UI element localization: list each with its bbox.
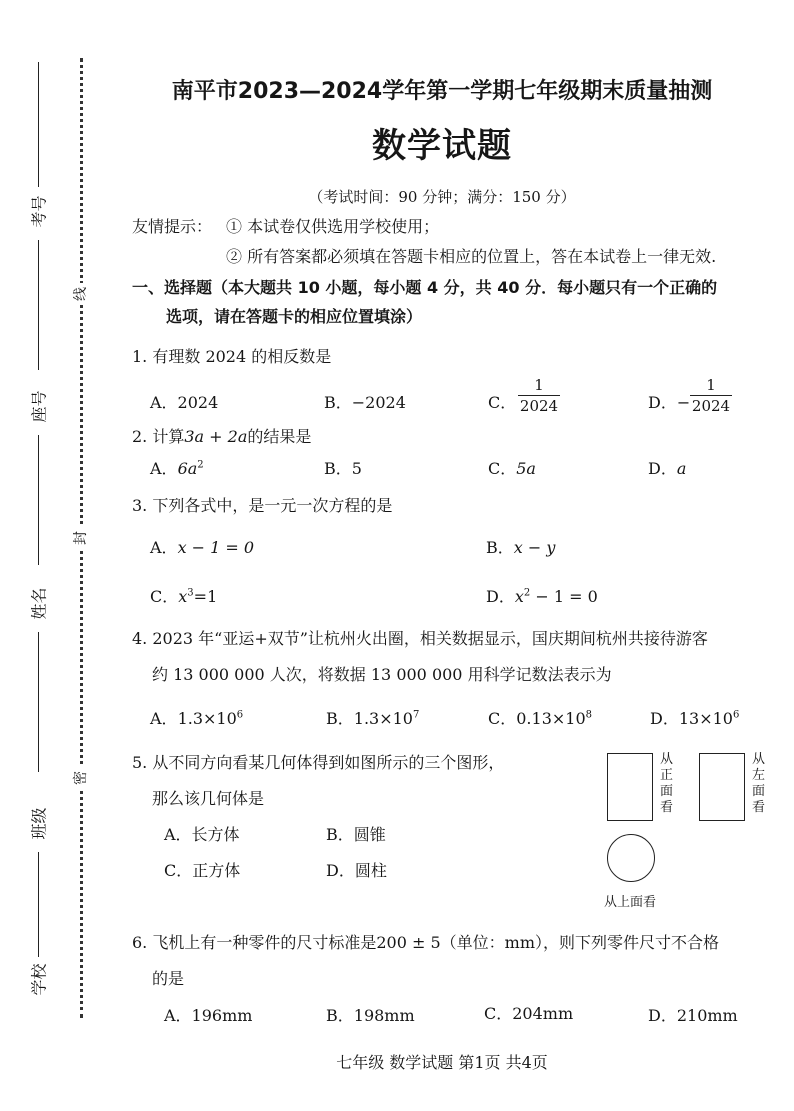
q2-d-label: D． — [648, 459, 677, 478]
exam-no-label: 考号 — [29, 195, 49, 228]
q4-d-exponent: 6 — [732, 709, 740, 721]
q6-option-a: A．196mm — [164, 1006, 253, 1025]
q4-d-label: D． — [650, 709, 679, 728]
q5-option-a: A．长方体 — [164, 825, 240, 844]
q2-d-value: a — [676, 459, 687, 478]
q1-option-a: A．2024 — [150, 393, 219, 412]
section-1-line-2: 选项，请在答题卡的相应位置填涂） — [166, 307, 423, 326]
q3-c-rest: =1 — [193, 587, 218, 606]
subject-title: 数学试题 — [372, 126, 512, 166]
tips-label: 友情提示： — [132, 217, 213, 236]
q6-line-1-prefix: 6. 飞机上有一种零件的尺寸标准是 — [132, 933, 377, 952]
seal-char-xian: 线 — [69, 283, 93, 305]
q2-a-exponent: 2 — [197, 459, 204, 471]
q5-option-b: B．圆锥 — [326, 825, 386, 844]
q2-a-label: A． — [150, 459, 178, 478]
seat-no-label: 座号 — [29, 390, 49, 423]
q5-option-d: D．圆柱 — [326, 861, 387, 880]
seal-char-mi: 密 — [69, 767, 93, 789]
q2-a-base: 6a — [177, 459, 198, 478]
q4-option-c — [488, 706, 592, 729]
q6-line-2: 的是 — [152, 969, 185, 988]
q1-d-denominator: 2024 — [691, 397, 731, 415]
school-label: 学校 — [29, 963, 49, 996]
exam-info: （考试时间：90 分钟；满分：150 分） — [308, 188, 576, 206]
q4-line-2: 约 13 000 000 人次，将数据 13 000 000 用科学记数法表示为 — [152, 665, 612, 684]
q4-c-base: 0.13×10 — [516, 709, 586, 728]
q3-option-b — [486, 535, 555, 558]
q2-option-b: B．5 — [324, 459, 362, 478]
q3-d-label: D． — [486, 587, 515, 606]
q6-option-d: D．210mm — [648, 1006, 738, 1025]
q3-b-label: B． — [486, 538, 514, 557]
exam-title: 南平市2023—2024学年第一学期七年级期末质量抽测 — [171, 79, 713, 104]
seal-char-feng: 封 — [69, 527, 93, 549]
q4-c-exponent: 8 — [585, 709, 593, 721]
q2-c-value: 5a — [516, 459, 536, 478]
q5-option-c: C．正方体 — [164, 861, 241, 880]
seat-no-line-2 — [38, 435, 39, 565]
q1-option-b: B．−2024 — [324, 393, 406, 412]
q3-c-base: x — [178, 587, 188, 606]
q2-stem-expression: 3a + 2a — [184, 427, 248, 446]
top-view-label: 从上面看 — [604, 895, 657, 910]
q1-option-c-label: C． — [488, 393, 517, 412]
q3-d-exponent: 2 — [523, 587, 531, 599]
q1-d-numerator: 1 — [706, 376, 716, 394]
q4-b-exponent: 7 — [412, 709, 420, 721]
left-view-rectangle — [699, 753, 745, 821]
q4-a-label: A． — [150, 709, 178, 728]
q6-line-1-suffix: （单位：mm），则下列零件尺寸不合格 — [440, 933, 720, 952]
q2-option-d — [648, 456, 686, 479]
q2-option-c — [488, 456, 536, 479]
q4-a-base: 1.3×10 — [177, 709, 237, 728]
q3-c-label: C． — [150, 587, 179, 606]
q3-stem: 3. 下列各式中，是一元一次方程的是 — [132, 496, 393, 515]
name-line — [38, 632, 39, 772]
q2-stem-prefix: 2. 计算 — [132, 427, 185, 446]
q1-c-fraction-bar — [518, 395, 560, 396]
tip-1: ① 本试卷仅供选用学校使用； — [226, 217, 440, 236]
q4-a-exponent: 6 — [236, 709, 244, 721]
q4-line-1: 4. 2023 年“亚运+双节”让杭州火出圈，相关数据显示，国庆期间杭州共接待游客 — [132, 629, 708, 648]
q6-line-1 — [132, 930, 719, 953]
q3-option-a — [150, 535, 254, 558]
class-label: 班级 — [29, 807, 49, 840]
q5-line-2: 那么该几何体是 — [152, 789, 265, 808]
q6-line-1-expression: 200 ± 5 — [376, 933, 441, 952]
q3-a-label: A． — [150, 538, 178, 557]
section-1-line-1: 一、选择题（本大题共 10 小题，每小题 4 分，共 40 分．每小题只有一个正确的 — [132, 278, 718, 297]
q1-d-fraction-bar — [690, 395, 732, 396]
left-view-label: 从左面看 — [752, 752, 766, 815]
q4-b-base: 1.3×10 — [353, 709, 413, 728]
q4-option-d — [650, 706, 739, 729]
q3-option-d — [486, 584, 598, 607]
q5-line-1: 5. 从不同方向看某几何体得到如图所示的三个图形， — [132, 753, 505, 772]
q4-option-a — [150, 706, 243, 729]
q2-stem — [132, 424, 311, 447]
front-view-rectangle — [607, 753, 653, 821]
tip-2: ② 所有答案都必须填在答题卡相应的位置上，答在本试卷上一律无效. — [226, 247, 717, 266]
class-line — [38, 852, 39, 957]
front-view-label: 从正面看 — [660, 752, 674, 815]
q1-option-c-fraction — [518, 376, 560, 415]
q4-d-base: 13×10 — [678, 709, 733, 728]
page-footer: 七年级 数学试题 第1页 共4页 — [336, 1053, 548, 1072]
q1-c-numerator: 1 — [534, 376, 544, 394]
q3-d-base: x — [514, 587, 524, 606]
q2-stem-suffix: 的结果是 — [247, 427, 312, 446]
q4-option-b — [326, 706, 419, 729]
q4-b-label: B． — [326, 709, 354, 728]
q3-option-c — [150, 584, 217, 607]
q3-d-rest: − 1 = 0 — [530, 587, 598, 606]
q6-option-b: B．198mm — [326, 1006, 415, 1025]
q4-c-label: C． — [488, 709, 517, 728]
q2-c-label: C． — [488, 459, 517, 478]
q3-c-exponent: 3 — [187, 587, 194, 599]
q1-stem: 1. 有理数 2024 的相反数是 — [132, 347, 332, 366]
name-label: 姓名 — [29, 587, 49, 620]
top-view-circle — [607, 834, 655, 882]
q1-option-d-fraction — [690, 376, 732, 415]
q1-option-d-label: D．− — [648, 393, 691, 412]
q3-a-expression: x − 1 = 0 — [177, 538, 255, 557]
q1-c-denominator: 2024 — [519, 397, 559, 415]
q2-option-a — [150, 456, 204, 479]
q6-option-c: C．204mm — [484, 1004, 574, 1023]
q3-b-expression: x − y — [513, 538, 556, 557]
seat-no-line — [38, 240, 39, 370]
